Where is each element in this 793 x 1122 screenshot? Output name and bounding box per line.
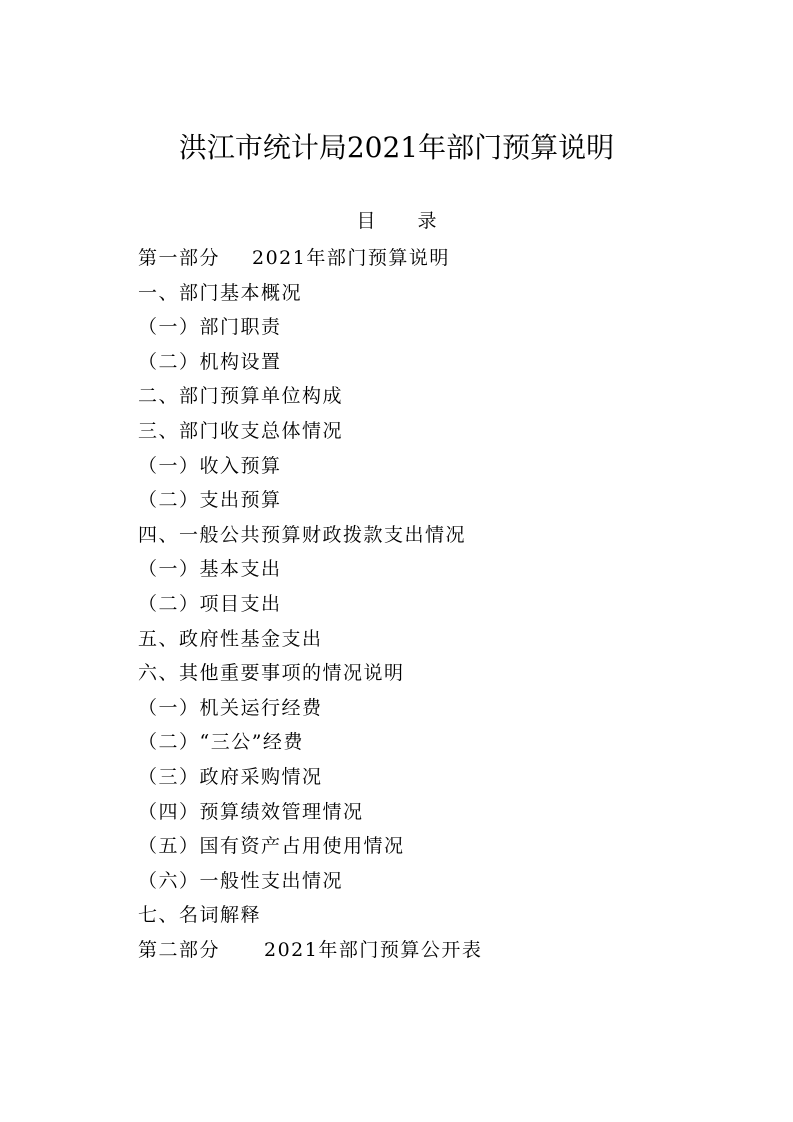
toc-part-text: 2021年部门预算公开表 bbox=[264, 938, 483, 961]
toc-part-label: 第一部分 bbox=[138, 247, 221, 269]
toc-item: （六）一般性支出情况 bbox=[138, 869, 344, 892]
toc-item: （四）预算绩效管理情况 bbox=[138, 800, 364, 823]
toc-item: （一）收入预算 bbox=[138, 454, 282, 477]
toc-part-1 bbox=[138, 241, 738, 276]
toc-heading: 目 录 bbox=[356, 210, 455, 232]
toc-item: 六、其他重要事项的情况说明 bbox=[138, 662, 405, 685]
toc-item: 五、政府性基金支出 bbox=[138, 627, 323, 650]
toc-item: 四、一般公共预算财政拨款支出情况 bbox=[138, 523, 467, 546]
toc-item: 七、名词解释 bbox=[138, 904, 262, 927]
toc-part-2 bbox=[138, 933, 738, 968]
toc-item: （三）政府采购情况 bbox=[138, 765, 323, 788]
toc-part-label: 第二部分 bbox=[138, 938, 221, 961]
toc-item: 三、部门收支总体情况 bbox=[138, 419, 344, 442]
toc-item: （一）基本支出 bbox=[138, 558, 282, 581]
page-title: 洪江市统计局2021年部门预算说明 bbox=[178, 131, 615, 164]
toc-item: （二）项目支出 bbox=[138, 592, 282, 615]
toc-item: （二）机构设置 bbox=[138, 350, 282, 373]
toc-item: （五）国有资产占用使用情况 bbox=[138, 835, 405, 858]
toc-item: 二、部门预算单位构成 bbox=[138, 385, 344, 408]
toc-item: 一、部门基本概况 bbox=[138, 281, 303, 304]
toc-item: （二）支出预算 bbox=[138, 489, 282, 512]
toc-part-text: 2021年部门预算说明 bbox=[252, 247, 450, 269]
toc-item: （一）机关运行经费 bbox=[138, 696, 323, 719]
table-of-contents bbox=[138, 241, 738, 967]
toc-item: （二）“三公”经费 bbox=[138, 731, 304, 754]
toc-item: （一）部门职责 bbox=[138, 316, 282, 339]
